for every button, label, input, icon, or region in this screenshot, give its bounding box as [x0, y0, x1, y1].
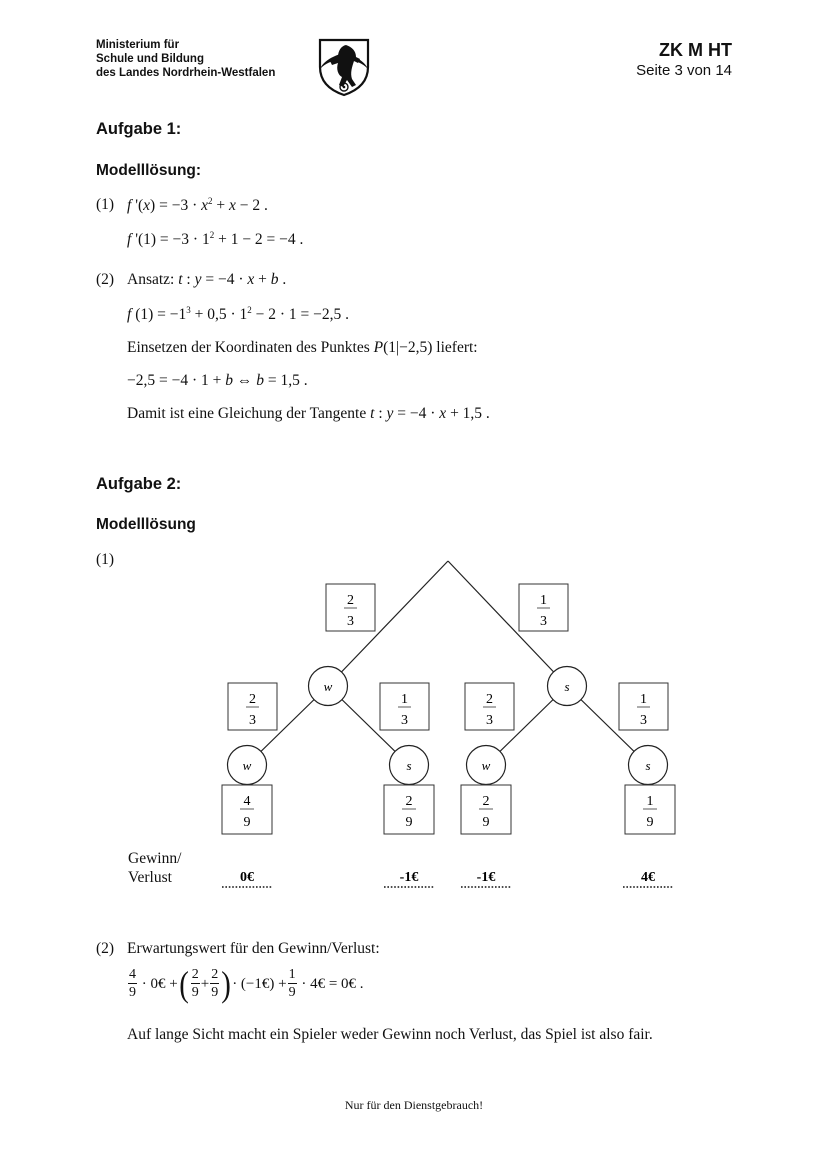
task1-part1-number: (1) — [96, 196, 115, 213]
prob-box-l2-ww — [228, 683, 277, 730]
result-ww-den: 9 — [243, 815, 251, 830]
node-l1-s-label: s — [564, 679, 570, 694]
ministry-line-1: Ministerium für — [96, 39, 180, 51]
gain-ws: -1€ — [399, 870, 419, 885]
gain-sw: -1€ — [476, 870, 496, 885]
expectation-text: Erwartungswert für den Gewinn/Verlust: — [127, 940, 380, 957]
prob-box-l2-sw-den: 3 — [486, 713, 493, 728]
task1-title: Aufgabe 1: — [96, 120, 182, 138]
prob-box-l1-s-den: 3 — [540, 614, 547, 629]
node-l2-ww-label: w — [242, 758, 252, 773]
result-ww-num: 4 — [243, 794, 251, 809]
gain-label-line1: Gewinn/ — [128, 850, 182, 867]
gain-ss: 4€ — [641, 870, 655, 885]
node-l2-sw — [467, 746, 506, 785]
task2-solution-title: Modelllösung — [96, 516, 196, 533]
task2-title: Aufgabe 2: — [96, 475, 182, 493]
prob-box-l2-sw-num: 2 — [486, 692, 493, 707]
result-box-ww — [222, 785, 272, 834]
prob-box-l2-ss-num: 1 — [640, 692, 647, 707]
prob-box-l2-ws-num: 1 — [401, 692, 408, 707]
ansatz-equation: t : y = −4 · x + b . — [178, 271, 287, 288]
ansatz-label: Ansatz: — [127, 271, 175, 288]
exam-code: ZK M HT — [659, 40, 732, 60]
task2-part1-number: (1) — [96, 551, 115, 568]
result-ss-den: 9 — [646, 815, 654, 830]
node-l2-ss — [629, 746, 668, 785]
prob-box-l1-w-num: 2 — [347, 593, 354, 608]
node-l2-ss-label: s — [645, 758, 651, 773]
result-ss-num: 1 — [646, 794, 654, 809]
tangent-equation: t : y = −4 · x + 1,5 . — [370, 405, 490, 422]
node-l2-sw-label: w — [481, 758, 491, 773]
prob-box-l2-sw — [465, 683, 514, 730]
task1-part2-number: (2) — [96, 271, 115, 288]
node-l2-ws — [390, 746, 429, 785]
result-sw-den: 9 — [482, 815, 490, 830]
prob-box-l2-ws-den: 3 — [401, 713, 408, 728]
point-label: P(1|−2,5) — [373, 339, 433, 356]
gain-label-line2: Verlust — [128, 869, 172, 886]
prob-box-l2-ws — [380, 683, 429, 730]
prob-box-l2-ss-den: 3 — [640, 713, 647, 728]
node-l2-ws-label: s — [406, 758, 412, 773]
task2-part2-number: (2) — [96, 940, 115, 957]
result-box-sw — [461, 785, 511, 834]
prob-box-l1-w — [326, 584, 375, 631]
result-ws-den: 9 — [405, 815, 413, 830]
ministry-line-3: des Landes Nordrhein-Westfalen — [96, 67, 276, 79]
gain-loss-label — [128, 849, 181, 887]
node-l1-w-label: w — [323, 679, 333, 694]
prob-box-l1-s — [519, 584, 568, 631]
node-l1-s — [548, 667, 587, 706]
prob-box-l2-ww-num: 2 — [249, 692, 256, 707]
result-box-ws — [384, 785, 434, 834]
delivers-text: liefert: — [436, 339, 478, 356]
result-ws-num: 2 — [405, 794, 413, 809]
prob-box-l2-ss — [619, 683, 668, 730]
slope-equation: f '$(1) = -3 \cdot 1^2 + 1 - 2 = -4$ . — [127, 230, 304, 248]
derivative-equation: f '$(x) = -3 \cdot x^2 + x - 2$ . — [127, 196, 268, 214]
fairness-conclusion: Auf lange Sicht macht ein Spieler weder Gewinn noch Verlust, das Spiel ist also fair. — [127, 1026, 653, 1043]
footer-note: Nur für den Dienstgebrauch! — [344, 1098, 484, 1112]
prob-box-l1-w-den: 3 — [347, 614, 354, 629]
prob-box-l2-ww-den: 3 — [249, 713, 256, 728]
node-l1-w — [309, 667, 348, 706]
gain-ww: 0€ — [240, 870, 254, 885]
tangent-text: Damit ist eine Gleichung der Tangente — [127, 405, 367, 422]
node-l2-ww — [228, 746, 267, 785]
prob-box-l1-s-num: 1 — [540, 593, 547, 608]
insert-point-text: Einsetzen der Koordinaten des Punktes — [127, 339, 370, 356]
solve-b-equation: −2,5 = −4 · 1 + b ⇔ b = 1,5 . — [127, 372, 308, 389]
function-value-equation: f $(1) = -1^3 + 0,5 \cdot 1^2 - 2 \cdot 1 = -2,5$ . — [127, 305, 350, 323]
result-sw-num: 2 — [482, 794, 490, 809]
result-box-ss — [625, 785, 675, 834]
expectation-equation: $\frac{4}{9}$ · 0€ + ( $\frac{2}{9}$ + $\frac{2}{9}$ ) · (−1€) + $\frac{1}{9}$ · 4€ = 0€ . — [129, 964, 364, 1004]
ministry-line-2: Schule und Bildung — [96, 53, 204, 65]
page-number: Seite 3 von 14 — [636, 62, 732, 79]
task1-solution-title: Modelllösung: — [96, 162, 202, 179]
